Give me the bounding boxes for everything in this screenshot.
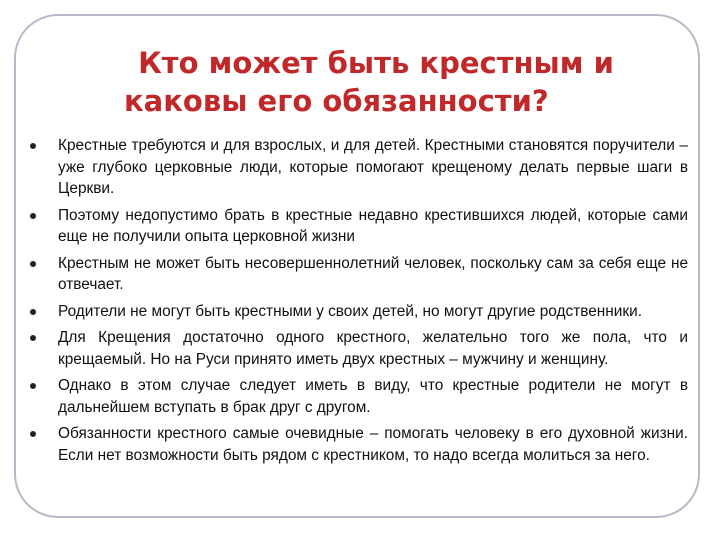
- bullet-dot-icon: [30, 261, 36, 267]
- list-item: [28, 135, 688, 200]
- list-item: [28, 301, 688, 323]
- list-item-text: Крестным не может быть несовершеннолетний человек, поскольку сам за себя еще не отвечает.: [58, 254, 688, 293]
- list-item: [28, 375, 688, 418]
- bullet-dot-icon: [30, 309, 36, 315]
- slide-title: [86, 44, 666, 120]
- bullet-dot-icon: [30, 431, 36, 437]
- bullet-dot-icon: [30, 383, 36, 389]
- list-item-text: Поэтому недопустимо брать в крестные недавно крестившихся людей, которые сами еще не получили опыта церковной жизни: [58, 206, 688, 245]
- list-item: [28, 205, 688, 248]
- list-item-text: Обязанности крестного самые очевидные – помогать человеку в его духовной жизни. Если нет возможности быть рядом с крестником, то надо всегда молиться за него.: [58, 425, 688, 464]
- bullet-dot-icon: [30, 335, 36, 341]
- list-item: [28, 423, 688, 466]
- bullet-list: [28, 135, 688, 471]
- list-item-text: Крестные требуются и для взрослых, и для детей. Крестными становятся поручители – уже глубоко церковные люди, которые помогают крещеному делать первые шаги в Церкви.: [58, 137, 688, 197]
- list-item-text: Однако в этом случае следует иметь в виду, что крестные родители не могут в дальнейшем вступать в брак друг с другом.: [58, 377, 688, 416]
- list-item: [28, 253, 688, 296]
- title-line-2: каковы его обязанности?: [124, 84, 549, 118]
- bullet-dot-icon: [30, 143, 36, 149]
- title-line-1: Кто может быть крестным и: [138, 46, 614, 80]
- bullet-dot-icon: [30, 213, 36, 219]
- list-item-text: Для Крещения достаточно одного крестного, желательно того же пола, что и крещаемый. Но на Руси принято иметь двух крестных – мужчину и женщину.: [58, 329, 688, 368]
- list-item: [28, 327, 688, 370]
- list-item-text: Родители не могут быть крестными у своих детей, но могут другие родственники.: [58, 302, 643, 320]
